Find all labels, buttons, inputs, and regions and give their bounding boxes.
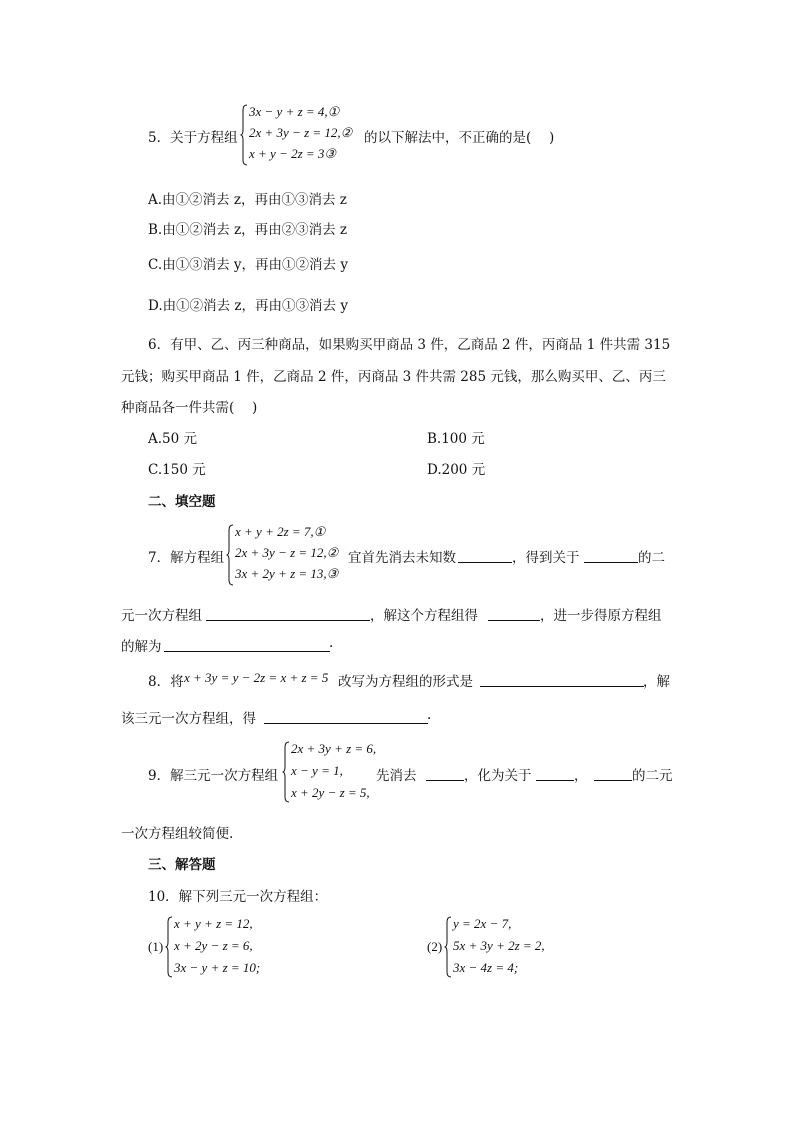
q5-prefix: 5．关于方程组 — [148, 130, 238, 146]
q6-option-a: A.50 元 — [148, 431, 198, 447]
q6-line-1: 6．有甲、乙、丙三种商品，如果购买甲商品 3 件，乙商品 2 件，丙商品 1 件共需 315 — [148, 337, 671, 353]
q10-part2-eq-3: 3x − 4z = 4; — [453, 960, 519, 975]
q10-part2-eq-1: y = 2x − 7, — [453, 916, 512, 931]
section-solve-title: 三、解答题 — [148, 857, 216, 873]
q7-eq-1: x + y + 2z = 7,① — [235, 524, 326, 539]
q8-text-b: 改写为方程组的形式是 — [338, 674, 473, 690]
left-brace-icon — [282, 741, 290, 803]
q10-part2-label: (2) — [427, 939, 443, 954]
q9-equation-system — [282, 741, 382, 803]
q6-option-d: D.200 元 — [427, 462, 486, 478]
q7-blank-3[interactable] — [206, 619, 370, 621]
q10-part2-system — [444, 916, 564, 978]
q9-text-a: 先消去 — [376, 768, 417, 784]
q7-prefix: 7．解方程组 — [148, 550, 225, 566]
left-brace-icon — [240, 104, 248, 166]
q7-blank-2[interactable] — [584, 561, 638, 563]
q10-part2-eq-2: 5x + 3y + 2z = 2, — [453, 938, 545, 953]
q7-text-c: 的二 — [638, 550, 665, 566]
q8-line2-b: . — [427, 707, 432, 723]
q5-eq-3: x + y − 2z = 3③ — [249, 146, 337, 161]
left-brace-icon — [165, 916, 173, 978]
q5-suffix: 的以下解法中，不正确的是( ) — [364, 130, 555, 146]
q7-text-b: ，得到关于 — [512, 550, 580, 566]
q9-prefix: 9．解三元一次方程组 — [148, 768, 279, 784]
q8-text-c: ，解 — [643, 674, 670, 690]
q7-line2-c: ，进一步得原方程组 — [540, 608, 662, 624]
q10-part1-system — [165, 916, 275, 978]
q9-blank-1[interactable] — [426, 779, 464, 781]
q9-blank-3[interactable] — [594, 779, 632, 781]
q7-eq-3: 3x + 2y + z = 13,③ — [235, 566, 339, 581]
q7-eq-2: 2x + 3y − z = 12,② — [235, 545, 339, 560]
q7-blank-1[interactable] — [458, 561, 512, 563]
q10-stem: 10．解下列三元一次方程组： — [148, 889, 328, 905]
left-brace-icon — [444, 916, 452, 978]
q8-blank-1[interactable] — [480, 685, 644, 687]
q5-option-c: C.由①③消去 y，再由①②消去 y — [148, 257, 348, 273]
q9-text-c: ， — [574, 768, 588, 784]
q6-line-2: 元钱；购买甲商品 1 件，乙商品 2 件，丙商品 3 件共需 285 元钱，那么购买甲、乙、丙三 — [121, 369, 666, 385]
section-fill-in-title: 二、填空题 — [148, 494, 216, 510]
q6-option-b: B.100 元 — [427, 431, 485, 447]
q7-line3-b: . — [329, 635, 334, 651]
q9-text-d: 的二元 — [632, 768, 673, 784]
q6-line-3: 种商品各一件共需( ) — [121, 400, 258, 416]
q9-eq-3: x + 2y − z = 5, — [291, 785, 370, 800]
q7-line2-b: ，解这个方程组得 — [370, 608, 478, 624]
q9-eq-1: 2x + 3y + z = 6, — [291, 741, 377, 756]
q5-option-b: B.由①②消去 z，再由②③消去 z — [148, 222, 348, 238]
q10-part1-label: (1) — [148, 939, 164, 954]
q7-line2-a: 元一次方程组 — [121, 608, 202, 624]
q7-equation-system — [226, 524, 366, 586]
q8-blank-2[interactable] — [264, 722, 428, 724]
left-brace-icon — [226, 524, 234, 586]
q9-eq-2: x − y = 1, — [291, 763, 343, 778]
q6-option-c: C.150 元 — [148, 462, 206, 478]
q9-line2: 一次方程组较简便. — [121, 826, 234, 842]
q5-eq-2: 2x + 3y − z = 12,② — [249, 125, 353, 140]
q8-text-a: 8．将 — [148, 674, 184, 690]
q7-text-a: 宜首先消去未知数 — [348, 550, 456, 566]
q5-equation-system — [240, 104, 380, 166]
q7-blank-4[interactable] — [488, 619, 540, 621]
q8-line2-a: 该三元一次方程组，得 — [121, 711, 256, 727]
q10-part1-eq-2: x + 2y − z = 6, — [174, 938, 253, 953]
q8-expression: x + 3y = y − 2z = x + z = 5 — [184, 670, 329, 685]
q7-blank-5[interactable] — [164, 650, 330, 652]
q10-part1-eq-3: 3x − y + z = 10; — [174, 960, 261, 975]
q9-blank-2[interactable] — [536, 779, 574, 781]
q5-option-d: D.由①②消去 z，再由①③消去 y — [148, 298, 348, 314]
q9-text-b: ，化为关于 — [464, 768, 532, 784]
q10-part1-eq-1: x + y + z = 12, — [174, 916, 253, 931]
q5-option-a: A.由①②消去 z，再由①③消去 z — [148, 192, 347, 208]
q5-eq-1: 3x − y + z = 4,① — [249, 104, 340, 119]
q7-line3-a: 的解为 — [121, 639, 162, 655]
